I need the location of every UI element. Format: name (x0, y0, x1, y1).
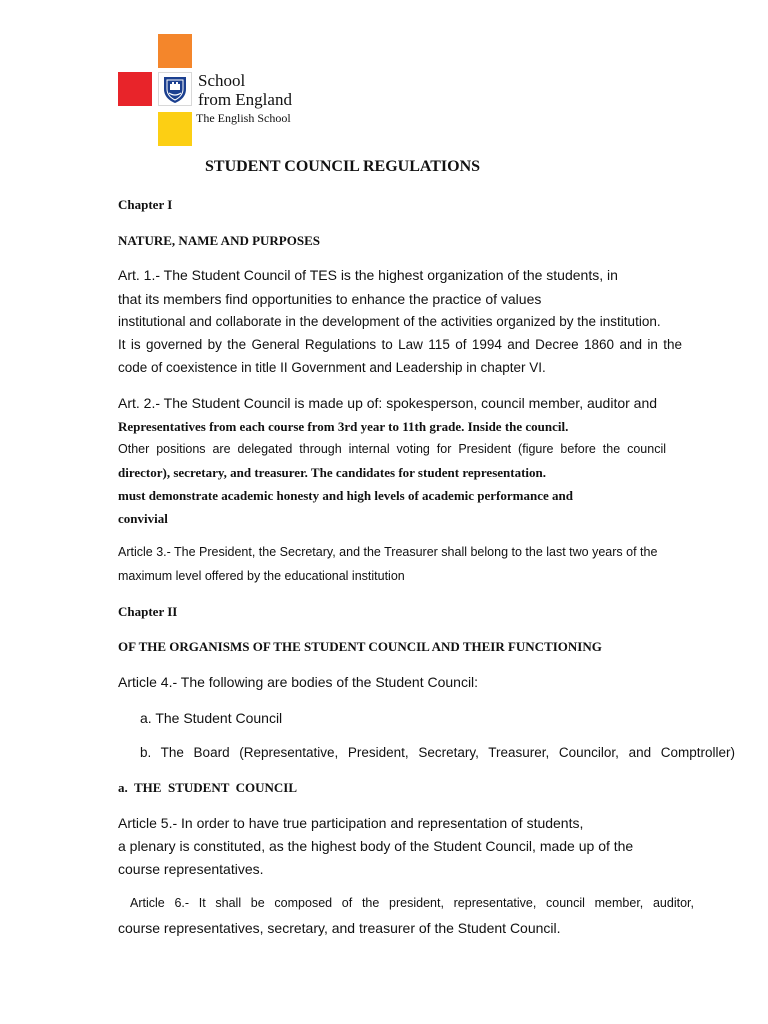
chapter-2-heading: OF THE ORGANISMS OF THE STUDENT COUNCIL AND THEIR FUNCTIONING (118, 639, 602, 654)
art2-line: convivial (118, 511, 168, 526)
list-item-a: a. The Student Council (140, 710, 283, 726)
document-title: STUDENT COUNCIL REGULATIONS (205, 158, 481, 175)
chapter-2-label: Chapter II (118, 604, 178, 619)
art5-line: Article 5.- In order to have true participation and representation of students, (118, 815, 584, 831)
logo-orange-square (158, 34, 192, 68)
art4-text: Article 4.- The following are bodies of the Student Council: (118, 674, 479, 690)
art1-line: code of coexistence in title II Government and Leadership in chapter VI. (118, 360, 546, 375)
art3-line: maximum level offered by the educational institution (118, 569, 405, 583)
chapter-1-label: Chapter I (118, 197, 173, 212)
art6-line: course representatives, secretary, and treasurer of the Student Council. (118, 920, 561, 936)
art2-line: must demonstrate academic honesty and high levels of academic performance and (118, 488, 573, 503)
art1-line: Art. 1.- The Student Council of TES is the highest organization of the students, in (118, 267, 618, 283)
school-crest-icon (159, 73, 191, 105)
logo-text-school: School (198, 71, 246, 90)
art1-line: It is governed by the General Regulations to Law 115 of 1994 and Decree 1860 and in the (118, 337, 682, 352)
art2-line: Representatives from each course from 3rd year to 11th grade. Inside the council. (118, 419, 569, 434)
school-logo (116, 34, 316, 146)
art3-line: Article 3.- The President, the Secretary, and the Treasurer shall belong to the last two years of the (118, 545, 658, 559)
list-item-b: b. The Board (Representative, President, Secretary, Treasurer, Councilor, and Comptroller) (140, 745, 735, 760)
logo-text-english-school: The English School (196, 111, 291, 125)
art5-line: a plenary is constituted, as the highest body of the Student Council, made up of the (118, 838, 634, 854)
art2-line: Art. 2.- The Student Council is made up of: spokesperson, council member, auditor and (118, 395, 658, 411)
art2-line: Other positions are delegated through internal voting for President (figure before the council (118, 442, 666, 456)
art2-line: director), secretary, and treasurer. The candidates for student representation. (118, 465, 547, 480)
logo-red-square (118, 72, 152, 106)
art5-line: course representatives. (118, 861, 264, 877)
art1-line: institutional and collaborate in the development of the activities organized by the institution. (118, 314, 661, 329)
logo-crest-square (158, 72, 192, 106)
chapter-1-heading: NATURE, NAME AND PURPOSES (118, 233, 320, 248)
section-a-heading: a. THE STUDENT COUNCIL (118, 780, 298, 795)
logo-text-from-england: from England (198, 90, 292, 109)
logo-yellow-square (158, 112, 192, 146)
art6-line: Article 6.- It shall be composed of the president, representative, council member, auditor, (130, 896, 694, 910)
art1-line: that its members find opportunities to enhance the practice of values (118, 291, 542, 307)
